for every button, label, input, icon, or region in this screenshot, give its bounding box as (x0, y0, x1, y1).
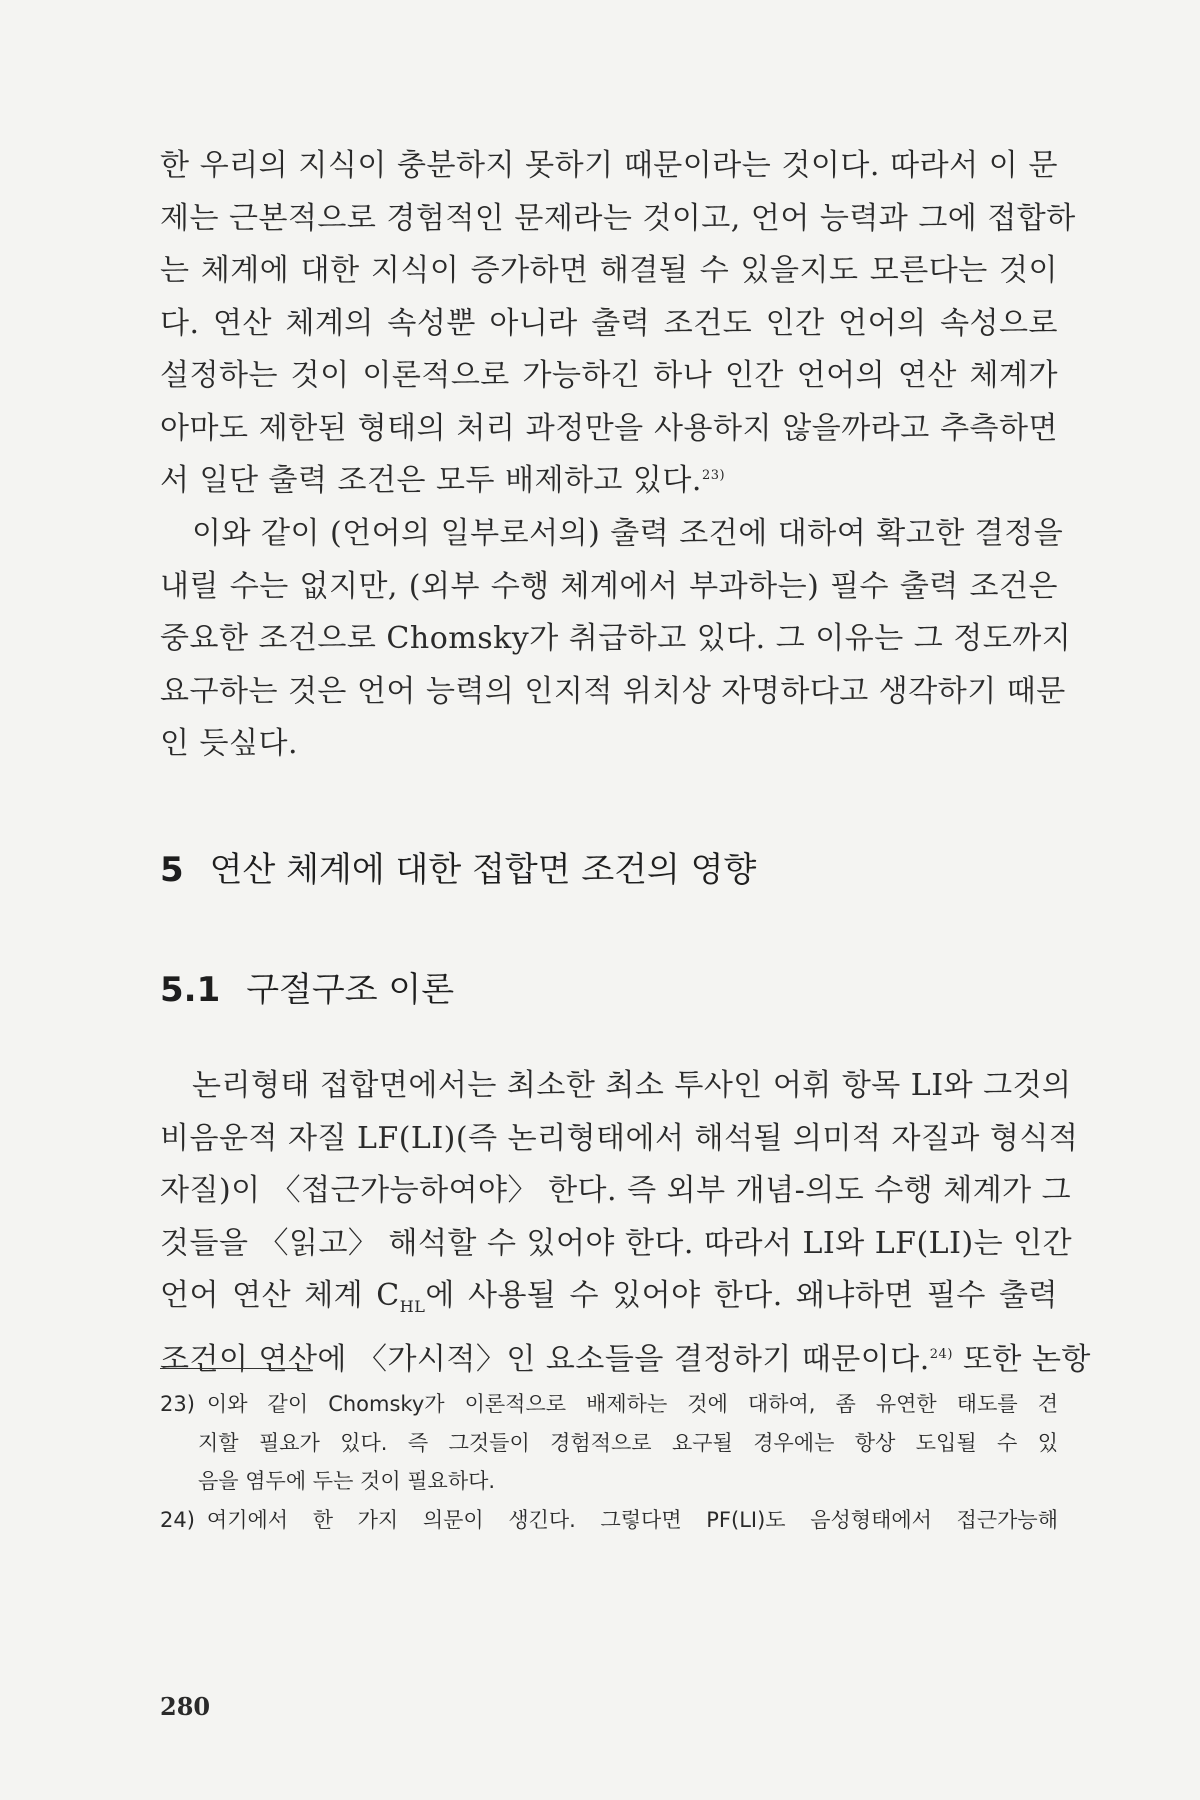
page-number: 280 (160, 1692, 211, 1721)
subsection-number: 5.1 (160, 970, 221, 1010)
text-segment: 언어 연산 체계 C (160, 1278, 400, 1313)
text-segment: 에 사용될 수 있어야 한다. 왜냐하면 필수 출력 (425, 1278, 1058, 1313)
paragraph-1 (160, 140, 1076, 508)
subsection-heading (160, 962, 454, 1011)
footnote-number: 24) (160, 1507, 195, 1532)
text-segment: 또한 논항 (952, 1341, 1091, 1377)
footnote-line (160, 1385, 1058, 1424)
text-line: 논리형태 접합면에서는 최소한 최소 투사인 어휘 항목 LI와 그것의 (192, 1068, 1072, 1103)
text-line (160, 1270, 1058, 1334)
subsection-title: 구절구조 이론 (246, 970, 455, 1010)
text-line: 이와 같이 (언어의 일부로서의) 출력 조건에 대하여 확고한 결정을 (192, 516, 1064, 551)
section-number: 5 (160, 850, 184, 890)
footnote-number: 23) (160, 1392, 195, 1416)
footnote-divider (160, 1368, 310, 1369)
text-line: 제는 근본적으로 경험적인 문제라는 것이고, 언어 능력과 그에 접합하 (160, 200, 1076, 236)
text-line: 요구하는 것은 언어 능력의 인지적 위치상 자명하다고 생각하기 때문 (160, 673, 1066, 709)
paragraph-2 (160, 508, 1072, 771)
footnotes (160, 1385, 1058, 1539)
paragraph-3 (160, 1060, 1091, 1386)
text-segment: 서 일단 출력 조건은 모두 배제하고 있다. (160, 463, 702, 498)
text-line: 중요한 조건으로 Chomsky가 취급하고 있다. 그 이유는 그 정도까지 (160, 621, 1072, 656)
text-line: 는 체계에 대한 지식이 증가하면 해결될 수 있을지도 모른다는 것이 (160, 253, 1058, 288)
chl-subscript: HL (399, 1297, 426, 1316)
text-line: 인 듯싶다. (160, 726, 298, 761)
footnote-line: 음을 염두에 두는 것이 필요하다. (198, 1469, 496, 1493)
footnote-line: 지할 필요가 있다. 즉 그것들이 경험적으로 요구될 경우에는 항상 도입될 수 있 (198, 1430, 1058, 1455)
text-line: 내릴 수는 없지만, (외부 수행 체계에서 부과하는) 필수 출력 조건은 (160, 568, 1058, 604)
text-line: 것들을 〈읽고〉 해석할 수 있어야 한다. 따라서 LI와 LF(LI)는 인간 (160, 1225, 1073, 1261)
footnote-text: 이와 같이 Chomsky가 이론적으로 배제하는 것에 대하여, 좀 유연한 태도를 견 (206, 1392, 1058, 1416)
text-segment: 조건이 연산에 〈가시적〉인 요소들을 결정하기 때문이다. (160, 1341, 930, 1377)
text-line: 아마도 제한된 형태의 처리 과정만을 사용하지 않을까라고 추측하면 (160, 410, 1058, 446)
footnote-reference[interactable]: 24) (929, 1346, 953, 1362)
footnote-line (160, 1501, 1058, 1540)
text-line: 한 우리의 지식이 충분하지 못하기 때문이라는 것이다. 따라서 이 문 (160, 148, 1058, 183)
text-line: 자질)이 〈접근가능하여야〉 한다. 즉 외부 개념-의도 수행 체계가 그 (160, 1173, 1072, 1208)
text-line: 설정하는 것이 이론적으로 가능하긴 하나 인간 언어의 연산 체계가 (160, 358, 1058, 393)
text-line (160, 455, 1058, 508)
footnote-24 (160, 1501, 1058, 1540)
text-line: 다. 연산 체계의 속성뿐 아니라 출력 조건도 인간 언어의 속성으로 (160, 305, 1058, 341)
footnote-23 (160, 1385, 1058, 1501)
footnote-text: 여기에서 한 가지 의문이 생긴다. 그렇다면 PF(LI)도 음성형태에서 접근가능해 (206, 1507, 1058, 1532)
section-heading (160, 842, 756, 891)
section-title: 연산 체계에 대한 접합면 조건의 영향 (209, 850, 757, 890)
text-line (160, 1334, 1091, 1387)
footnote-reference[interactable]: 23) (701, 468, 726, 483)
text-line: 비음운적 자질 LF(LI)(즉 논리형태에서 해석될 의미적 자질과 형식적 (160, 1120, 1079, 1156)
